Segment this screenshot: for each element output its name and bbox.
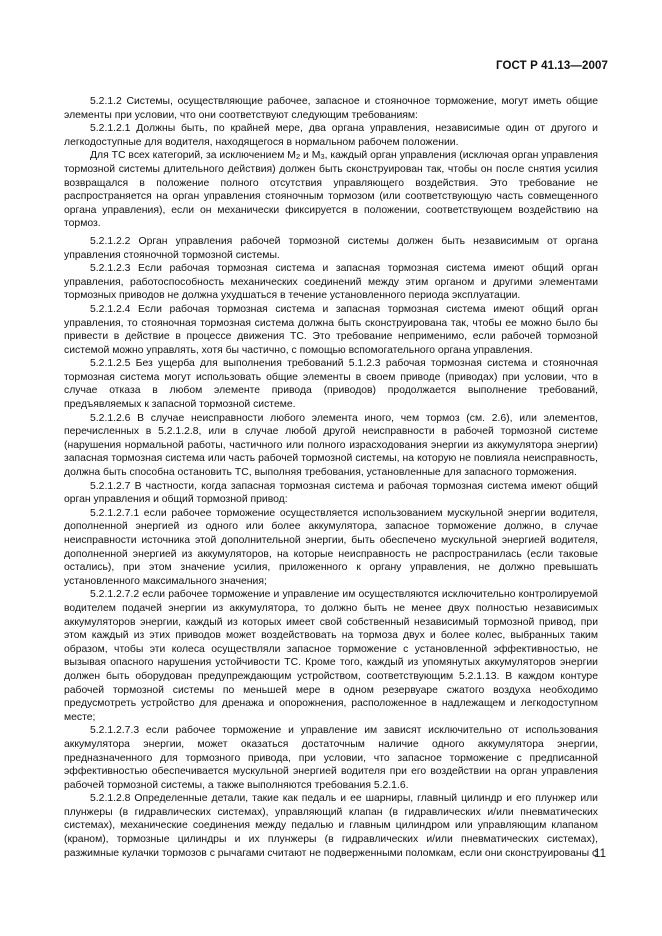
standard-designation: ГОСТ Р 41.13—2007 <box>496 60 608 72</box>
subscript: 2 <box>295 152 301 162</box>
paragraph-vehicle-categories <box>64 149 598 231</box>
text-fragment: и M <box>300 150 321 162</box>
paragraph-5-2-1-2-7-3: 5.2.1.2.7.3 если рабочее торможение и управление им зависят исключительно от использования аккумулятора энергии, может оказаться достаточным наличие одного аккумулятора энергии, предназначенного для тормозного привода, при условии, что запасное торможение с предписанной эффективностью обеспечивается мускульной энергией водителя при его воздействии на орган управления рабочей тормозной системы, а также выполняются требования 5.2.1.6. <box>64 725 598 791</box>
text-fragment: , каждый орган управления (исключая орган управления тормозной системы длительного действия) должен быть сконструирован так, чтобы он после снятия усилия возвращался в положение полного отсутствия управляющего воздействия. Это требование не распространяется на орган управления стояночным тормозом (или соответствующую часть совмещенного органа управления), если он механически фиксируется в положении, соответствующем воздействию на тормоз. <box>64 150 598 230</box>
paragraph-5-2-1-2-7-2: 5.2.1.2.7.2 если рабочее торможение и управление им осуществляются исключительно контролируемой водителем подачей энергии из аккумулятора, то должно быть не менее двух полностью независимых аккумуляторов энергии, каждый из которых имеет свой собственный независимый тормозной привод, при этом каждый из этих приводов может воздействовать на тормоза двух и более колес, выбранных таким образом, чтобы эти колеса осуществляли запасное торможение с установленной эффективностью, не вызывая опасного нарушения устойчивости ТС. Кроме того, каждый из упомянутых аккумуляторов энергии должен быть оборудован предупреждающим устройством, соответствующим 5.2.1.13. В каждом контуре рабочей тормозной системы по меньшей мере в одном резервуаре сжатого воздуха необходимо предусмотреть устройство для дренажа и опорожнения, расположенное в надлежащем и легкодоступном месте; <box>64 589 598 723</box>
paragraph-5-2-1-2-7-1: 5.2.1.2.7.1 если рабочее торможение осуществляется использованием мускульной энергии водителя, дополненной энергией из одного или более аккумулятора, запасное торможение должно, в случае неисправности источника этой дополнительной энергии, быть обеспечено мускульной энергией водителя, дополненной энергией из аккумуляторов, на которые неисправность не распространилась (если таковые остались), при этом значение усилия, приложенного к органу управления, не должно превышать установленного максимального значения; <box>64 507 598 587</box>
subscript: 3 <box>320 152 325 162</box>
paragraph-5-2-1-2-3: 5.2.1.2.3 Если рабочая тормозная система и запасная тормозная система имеют общий орган управления, работоспособность механических соединений между этим органом и другими элементами тормозных приводов не должна ухудшаться в течение установленного периода эксплуатации. <box>64 263 598 302</box>
paragraph-5-2-1-2-5: 5.2.1.2.5 Без ущерба для выполнения требований 5.1.2.3 рабочая тормозная система и стояночная тормозная система могут использовать общие элементы в своем приводе (приводах) при условии, что в случае отказа в любом элементе привода (приводов) продолжается выполнение требований, предъявляемых к запасной тормозной системе. <box>64 358 598 411</box>
paragraph-5-2-1-2-8: 5.2.1.2.8 Определенные детали, такие как педаль и ее шарниры, главный цилиндр и его плунжер или плунжеры (в гидравлических системах), управляющий клапан (в гидравлических и/или пневматических системах), механические соединения между педалью и главным цилиндром или управляющим клапаном (краном), тормозные цилиндры и их плунжеры (в гидравлических и/или пневматических системах), разжимные кулачки тормозов с рычагами считают не подверженными поломкам, если они сконструированы с <box>64 793 598 859</box>
paragraph-5-2-1-2-7: 5.2.1.2.7 В частности, когда запасная тормозная система и рабочая тормозная система имеют общий орган управления и общий тормозной привод: <box>64 480 598 506</box>
paragraph-5-2-1-2: 5.2.1.2 Системы, осуществляющие рабочее, запасное и стояночное торможение, могут иметь общие элементы при условии, что они соответствуют следующим требованиям: <box>64 96 598 121</box>
page-number: 11 <box>594 848 606 860</box>
paragraph-5-2-1-2-1: 5.2.1.2.1 Должны быть, по крайней мере, два органа управления, независимые один от другого и легкодоступные для водителя, находящегося в нормальном рабочем положении. <box>64 123 598 148</box>
paragraph-5-2-1-2-2: 5.2.1.2.2 Орган управления рабочей тормозной системы должен быть независимым от органа управления стояночной тормозной системы. <box>64 235 598 261</box>
paragraph-5-2-1-2-4: 5.2.1.2.4 Если рабочая тормозная система и запасная тормозная система имеют общий орган управления, то стояночная тормозная система должна быть сконструирована так, чтобы ее можно было бы привести в действие в процессе движения ТС. Это требование неприменимо, если рабочей тормозной системой можно управлять, хотя бы частично, с помощью вспомогательного органа управления. <box>64 303 598 356</box>
paragraph-5-2-1-2-6: 5.2.1.2.6 В случае неисправности любого элемента иного, чем тормоз (см. 2.6), или элементов, перечисленных в 5.2.1.2.8, или в случае любой другой неисправности в рабочей тормозной системе (нарушения нормальной работы, частичного или полного израсходования энергии из аккумулятора энергии) запасная тормозная система или часть рабочей тормозной системы, на которую не повлияла неисправность, должна быть способна остановить ТС, выполняя требования, установленные для запасного торможения. <box>64 412 598 479</box>
text-fragment: Для ТС всех категорий, за исключением M <box>90 150 296 162</box>
document-body <box>64 95 598 860</box>
